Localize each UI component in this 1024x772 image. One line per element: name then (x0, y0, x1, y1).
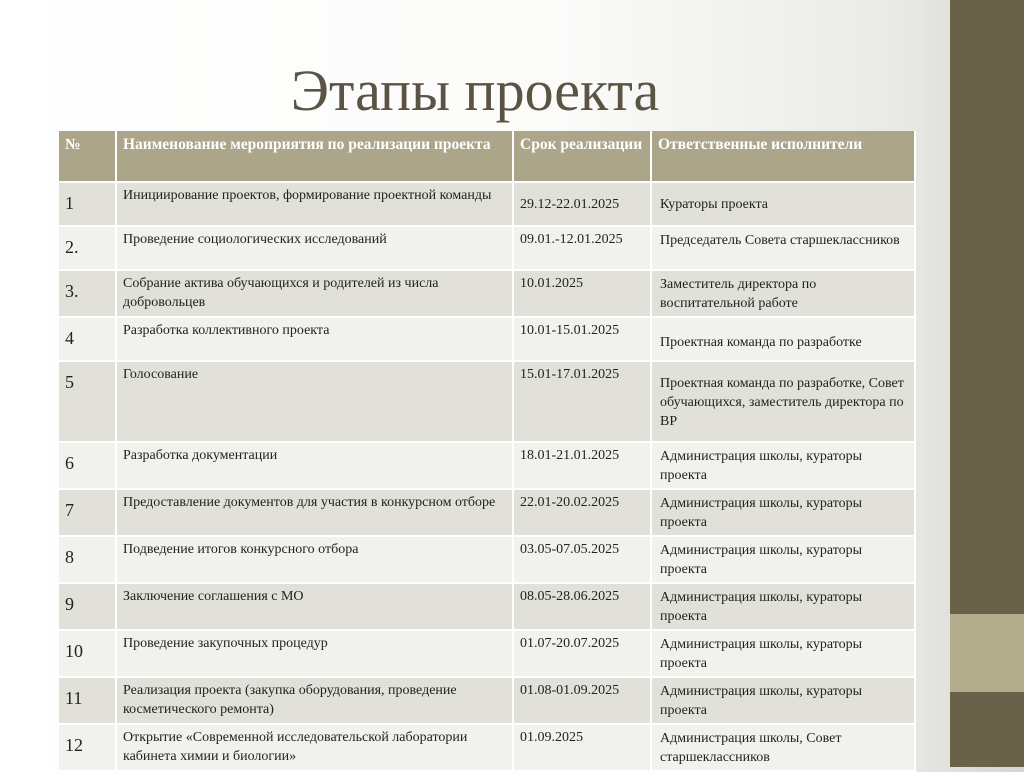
row-number: 6 (59, 442, 116, 489)
row-responsible: Администрация школы, Совет старшеклассников (651, 724, 915, 771)
header-period: Срок реализации (513, 131, 651, 182)
row-number: 10 (59, 630, 116, 677)
row-responsible: Заместитель директора по воспитательной работе (651, 270, 915, 317)
header-responsible: Ответственные исполнители (651, 131, 915, 182)
row-event-name: Разработка коллективного проекта (116, 317, 513, 361)
table-row (59, 724, 915, 771)
row-number: 3. (59, 270, 116, 317)
row-number: 5 (59, 361, 116, 442)
row-period: 10.01.2025 (513, 270, 651, 317)
table-row (59, 317, 915, 361)
row-number: 9 (59, 583, 116, 630)
header-number: № (59, 131, 116, 182)
row-event-name: Предоставление документов для участия в конкурсном отборе (116, 489, 513, 536)
table-row (59, 630, 915, 677)
table-row (59, 182, 915, 226)
row-number: 12 (59, 724, 116, 771)
row-responsible: Администрация школы, кураторы проекта (651, 583, 915, 630)
row-period: 09.01.-12.01.2025 (513, 226, 651, 270)
table-row (59, 489, 915, 536)
row-event-name: Заключение соглашения с МО (116, 583, 513, 630)
row-period: 22.01-20.02.2025 (513, 489, 651, 536)
row-responsible: Проектная команда по разработке, Совет обучающихся, заместитель директора по ВР (651, 361, 915, 442)
row-responsible: Администрация школы, кураторы проекта (651, 677, 915, 724)
row-event-name: Инициирование проектов, формирование проектной команды (116, 182, 513, 226)
row-number: 8 (59, 536, 116, 583)
row-period: 18.01-21.01.2025 (513, 442, 651, 489)
table-row (59, 270, 915, 317)
row-number: 2. (59, 226, 116, 270)
row-responsible: Кураторы проекта (651, 182, 915, 226)
row-period: 03.05-07.05.2025 (513, 536, 651, 583)
row-event-name: Собрание актива обучающихся и родителей из числа добровольцев (116, 270, 513, 317)
project-stages-table (59, 131, 916, 772)
row-responsible: Администрация школы, кураторы проекта (651, 536, 915, 583)
table-row (59, 442, 915, 489)
table-row (59, 361, 915, 442)
row-number: 7 (59, 489, 116, 536)
row-responsible: Администрация школы, кураторы проекта (651, 630, 915, 677)
row-period: 01.08-01.09.2025 (513, 677, 651, 724)
table-header-row (59, 131, 915, 182)
row-period: 10.01-15.01.2025 (513, 317, 651, 361)
row-number: 11 (59, 677, 116, 724)
table-row (59, 226, 915, 270)
row-responsible: Председатель Совета старшеклассников (651, 226, 915, 270)
decorative-side-accent (950, 614, 1024, 692)
row-responsible: Администрация школы, кураторы проекта (651, 442, 915, 489)
row-event-name: Голосование (116, 361, 513, 442)
slide-title: Этапы проекта (290, 58, 660, 123)
row-event-name: Подведение итогов конкурсного отбора (116, 536, 513, 583)
row-event-name: Разработка документации (116, 442, 513, 489)
row-period: 15.01-17.01.2025 (513, 361, 651, 442)
table-row (59, 536, 915, 583)
row-event-name: Проведение социологических исследований (116, 226, 513, 270)
table-row (59, 677, 915, 724)
row-period: 08.05-28.06.2025 (513, 583, 651, 630)
row-period: 01.07-20.07.2025 (513, 630, 651, 677)
row-responsible: Проектная команда по разработке (651, 317, 915, 361)
table-row (59, 583, 915, 630)
row-event-name: Открытие «Современной исследовательской лаборатории кабинета химии и биологии» (116, 724, 513, 771)
row-event-name: Реализация проекта (закупка оборудования, проведение косметического ремонта) (116, 677, 513, 724)
row-number: 4 (59, 317, 116, 361)
row-period: 29.12-22.01.2025 (513, 182, 651, 226)
row-period: 01.09.2025 (513, 724, 651, 771)
row-responsible: Администрация школы, кураторы проекта (651, 489, 915, 536)
row-number: 1 (59, 182, 116, 226)
row-event-name: Проведение закупочных процедур (116, 630, 513, 677)
header-event-name: Наименование мероприятия по реализации проекта (116, 131, 513, 182)
